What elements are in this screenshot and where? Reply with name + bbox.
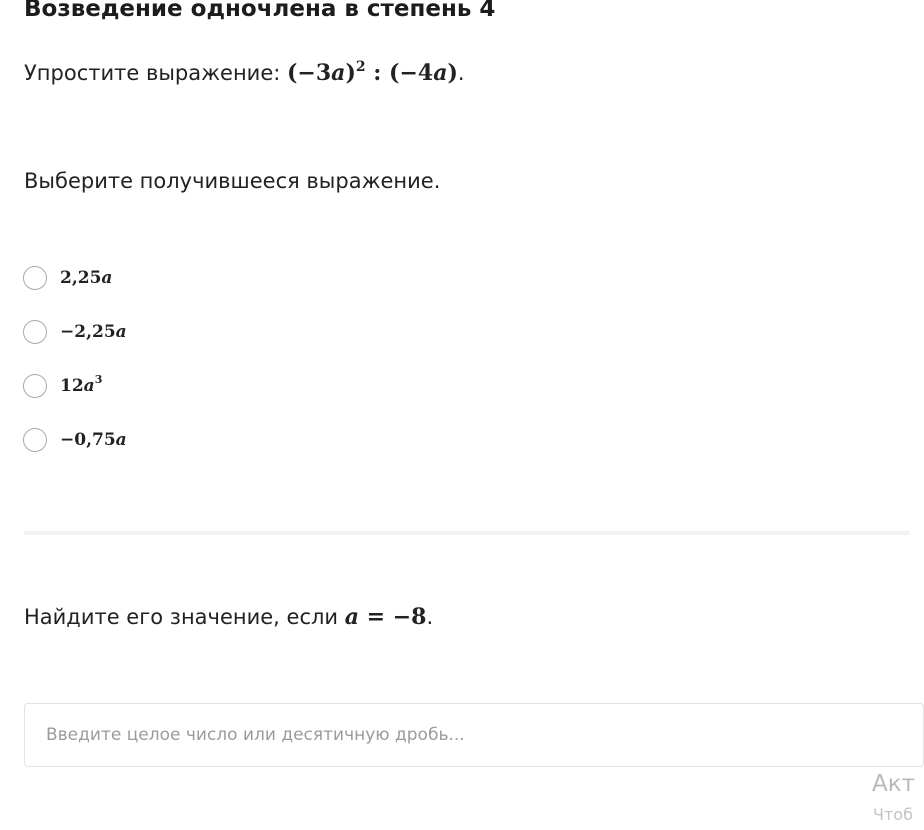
choose-instruction: Выберите получившееся выражение.	[24, 169, 441, 193]
option-2[interactable]	[23, 318, 127, 345]
radio-button[interactable]	[23, 374, 47, 398]
value-condition: a = −8	[344, 604, 427, 630]
task-prompt-label: Упростите выражение:	[24, 61, 288, 85]
option-label: $12a^3$	[60, 372, 103, 396]
task-prompt: Упростите выражение: $(-3a)^2$ : (−4a).	[24, 59, 465, 86]
option-1[interactable]	[23, 264, 127, 291]
option-label: −0,75a	[60, 429, 127, 450]
task-expression: $(-3a)^2$ : (−4a)	[287, 59, 458, 86]
answer-field-container	[24, 703, 924, 767]
page-title: Возведение одночлена в степень 4	[24, 0, 496, 22]
option-4[interactable]	[23, 426, 127, 453]
value-question: Найдите его значение, если a = −8.	[24, 604, 434, 630]
answer-input[interactable]	[25, 704, 906, 766]
option-label: −2,25a	[60, 321, 127, 342]
answer-options	[23, 264, 127, 480]
activation-watermark-text: Чтоб	[873, 805, 913, 824]
section-divider	[24, 531, 910, 535]
radio-button[interactable]	[23, 320, 47, 344]
radio-button[interactable]	[23, 266, 47, 290]
option-3[interactable]	[23, 372, 127, 399]
option-label: 2,25a	[60, 267, 113, 288]
activation-watermark-title: Акт	[872, 771, 916, 797]
radio-button[interactable]	[23, 428, 47, 452]
